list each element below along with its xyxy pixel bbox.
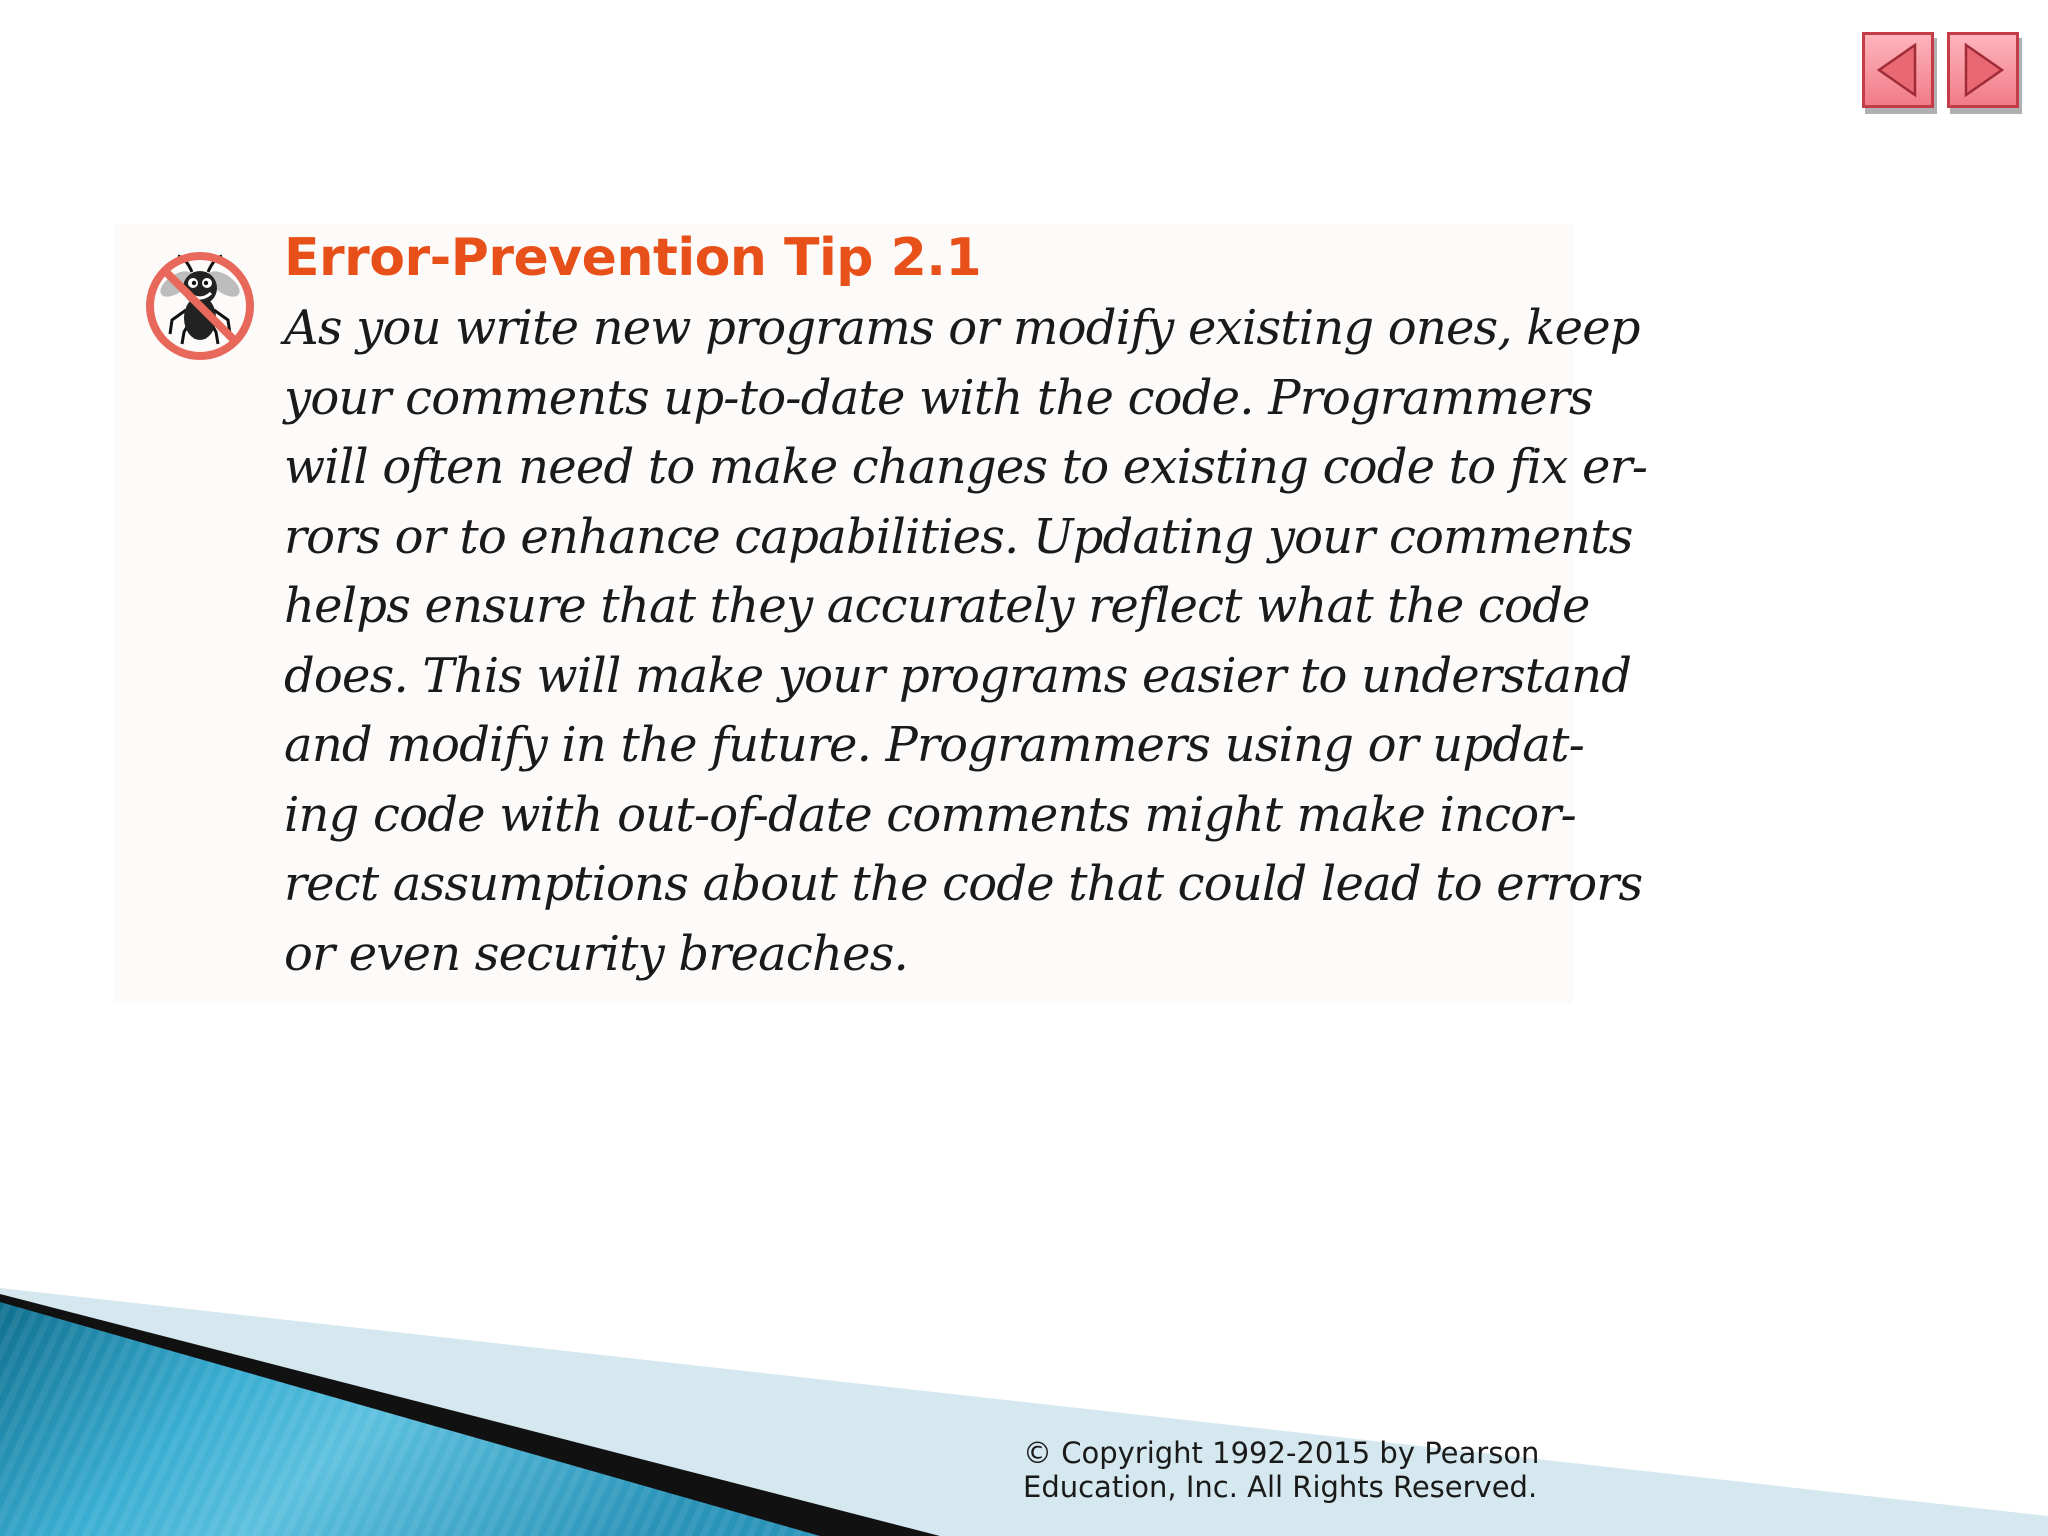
tip-line: your comments up-to-date with the code. Programmers — [284, 369, 1593, 426]
copyright-line: Education, Inc. All Rights Reserved. — [1023, 1470, 1538, 1504]
copyright-notice — [1023, 1436, 1539, 1504]
next-slide-button[interactable] — [1947, 32, 2019, 108]
copyright-line: © Copyright 1992-2015 by Pearson — [1023, 1436, 1540, 1470]
previous-slide-button[interactable] — [1862, 32, 1934, 108]
tip-line: ing code with out-of-date comments might make incor- — [284, 786, 1576, 843]
tip-line: does. This will make your programs easier to understand — [284, 647, 1632, 704]
tip-line: will often need to make changes to existing code to fix er- — [284, 439, 1648, 495]
tip-line: and modify in the future. Programmers using or updat- — [284, 717, 1584, 773]
tip-body — [284, 294, 1648, 989]
tip-line: rors or to enhance capabilities. Updating your comments — [284, 508, 1633, 565]
tip-title: Error-Prevention Tip 2.1 — [284, 228, 982, 288]
triangle-left-icon — [1865, 35, 1931, 105]
no-bug-icon — [142, 248, 258, 364]
tip-line: rect assumptions about the code that could lead to errors — [284, 856, 1643, 912]
triangle-right-icon — [1950, 35, 2016, 105]
tip-line: As you write new programs or modify existing ones, keep — [284, 300, 1640, 356]
tip-line: helps ensure that they accurately reflect what the code — [284, 578, 1590, 634]
tip-line: or even security breaches. — [284, 925, 908, 982]
